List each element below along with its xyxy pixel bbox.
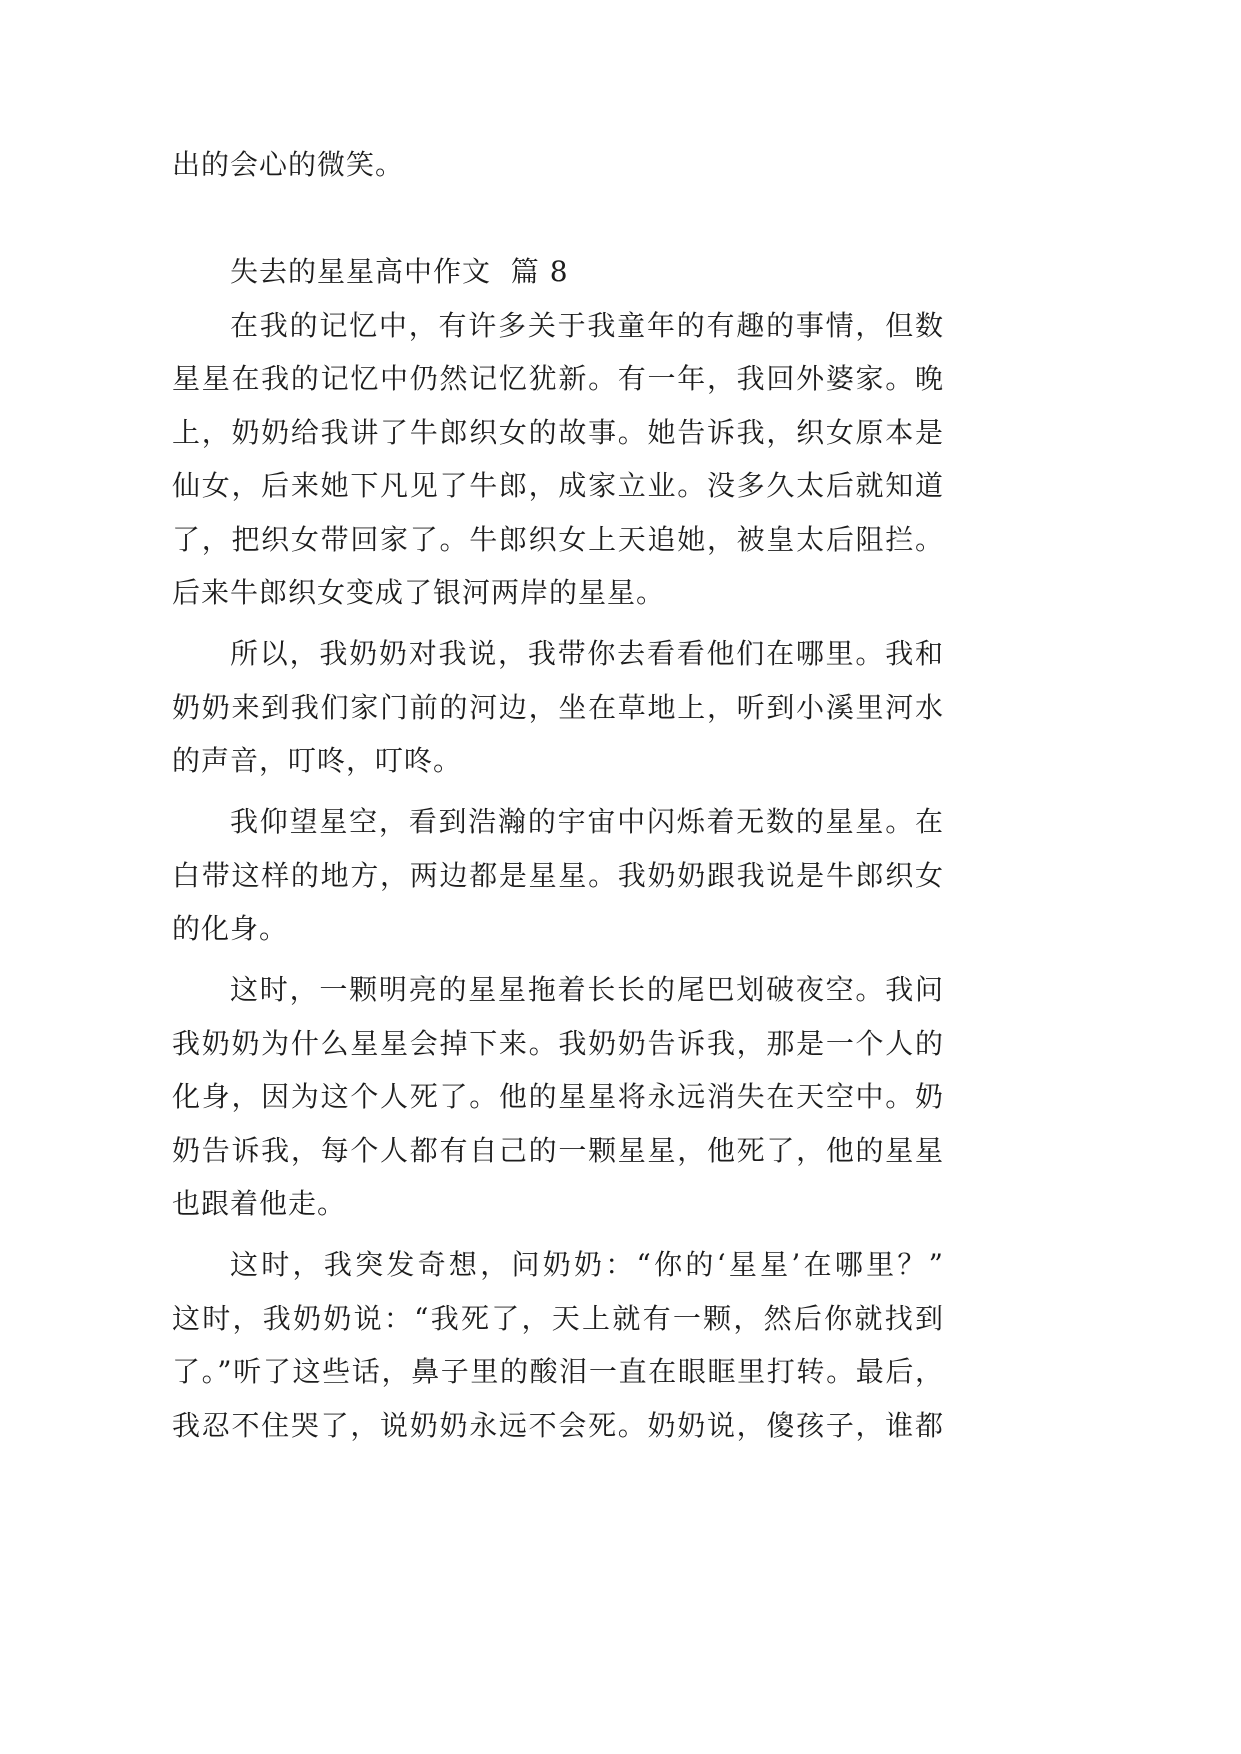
text-line: 这时，我突发奇想，问奶奶：“你的‘星星’在哪里？” xyxy=(230,1248,944,1281)
text-line: 上，奶奶给我讲了牛郎织女的故事。她告诉我，织女原本是 xyxy=(172,415,944,449)
text-line: 我忍不住哭了，说奶奶永远不会死。奶奶说，傻孩子，谁都 xyxy=(172,1408,944,1442)
text-line: 我仰望星空，看到浩瀚的宇宙中闪烁着无数的星星。在 xyxy=(230,805,944,838)
paragraph-4 xyxy=(172,963,944,1231)
text-line: 后来牛郎织女变成了银河两岸的星星。 xyxy=(172,576,666,609)
text-line: 也跟着他走。 xyxy=(172,1187,347,1220)
text-line: 了。”听了这些话，鼻子里的酸泪一直在眼眶里打转。最后， xyxy=(172,1355,944,1388)
section-title: 失去的星星高中作文 篇 8 xyxy=(230,255,569,288)
continuation-line: 出的会心的微笑。 xyxy=(172,148,405,181)
text-line: 我奶奶为什么星星会掉下来。我奶奶告诉我，那是一个人的 xyxy=(172,1026,944,1060)
text-line: 白带这样的地方，两边都是星星。我奶奶跟我说是牛郎织女 xyxy=(172,858,944,892)
text-line: 的声音，叮咚，叮咚。 xyxy=(172,744,463,777)
document-body xyxy=(172,138,944,1452)
paragraph-5 xyxy=(172,1238,944,1452)
text-line: 这时，我奶奶说：“我死了，天上就有一颗，然后你就找到 xyxy=(172,1301,944,1335)
text-line: 星星在我的记忆中仍然记忆犹新。有一年，我回外婆家。晚 xyxy=(172,362,944,395)
text-line: 这时，一颗明亮的星星拖着长长的尾巴划破夜空。我问 xyxy=(230,973,944,1006)
text-line: 了，把织女带回家了。牛郎织女上天追她，被皇太后阻拦。 xyxy=(172,522,944,556)
paragraph-3 xyxy=(172,795,944,956)
text-line: 奶奶来到我们家门前的河边，坐在草地上，听到小溪里河水 xyxy=(172,690,944,724)
text-line: 奶告诉我，每个人都有自己的一颗星星，他死了，他的星星 xyxy=(172,1133,944,1167)
paragraph-2 xyxy=(172,627,944,788)
text-line: 在我的记忆中，有许多关于我童年的有趣的事情，但数 xyxy=(230,308,944,342)
text-line: 仙女，后来她下凡见了牛郎，成家立业。没多久太后就知道 xyxy=(172,469,944,502)
text-line: 所以，我奶奶对我说，我带你去看看他们在哪里。我和 xyxy=(230,637,944,670)
text-line: 的化身。 xyxy=(172,912,289,945)
paragraph-1 xyxy=(172,299,944,620)
text-line: 化身，因为这个人死了。他的星星将永远消失在天空中。奶 xyxy=(172,1080,944,1113)
